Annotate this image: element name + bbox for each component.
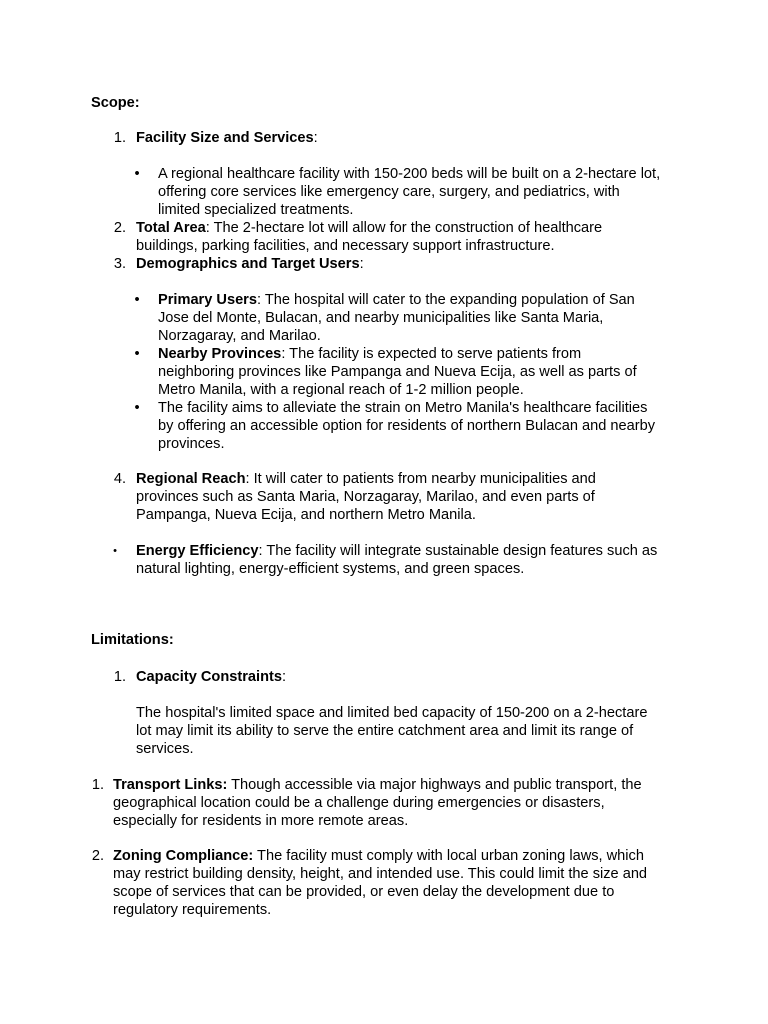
item-title: Demographics and Target Users [136, 256, 360, 272]
bullet-alleviate-strain [158, 399, 655, 453]
text-line: buildings, parking facilities, and necessary support infrastructure. [136, 238, 555, 254]
scope-heading: Scope: [91, 95, 140, 111]
bullet-title: Energy Efficiency [136, 543, 259, 559]
bullet-title: Primary Users [158, 292, 257, 308]
text-line: Pampanga, Nueva Ecija, and northern Metro Manila. [136, 507, 476, 523]
text-line: scope of services that can be provided, or even delay the development due to [113, 884, 615, 900]
capacity-paragraph [136, 704, 647, 758]
bullet-title: Nearby Provinces [158, 346, 282, 362]
item-title: Transport Links: [113, 777, 228, 793]
text-line: provinces such as Santa Maria, Norzagaray, Marilao, and even parts of [136, 489, 595, 505]
text-line: natural lighting, energy-efficient systems, and green spaces. [136, 561, 525, 577]
list-item-total-area [136, 219, 602, 255]
limitations-heading: Limitations: [91, 632, 174, 648]
item-suffix: : [313, 130, 318, 146]
list-number: 1. [113, 130, 126, 146]
text-line: offering core services like emergency care, surgery, and pediatrics, with [158, 184, 620, 200]
item-suffix: : [359, 256, 364, 272]
bullet-energy-efficiency [136, 542, 657, 578]
list-item-transport-links [113, 776, 642, 830]
text-line: Norzagaray, and Marilao. [158, 328, 321, 344]
text-line: especially for residents in more remote areas. [113, 813, 409, 829]
list-number: 2. [113, 220, 126, 236]
text-line: may restrict building density, height, and intended use. This could limit the size and [113, 866, 648, 882]
text-line: services. [136, 741, 194, 757]
bullet-icon: • [134, 166, 140, 182]
bullet-nearby-provinces [158, 345, 637, 399]
text-line: Jose del Monte, Bulacan, and nearby municipalities like Santa Maria, [158, 310, 604, 326]
text-line: The hospital's limited space and limited bed capacity of 150-200 on a 2-hectare [136, 705, 648, 721]
bullet-icon: • [134, 346, 140, 362]
text-line: by offering an accessible option for residents of northern Bulacan and nearby [158, 418, 656, 434]
text-line: The facility must comply with local urban zoning laws, which [253, 848, 644, 864]
list-number: 1. [113, 669, 126, 685]
bullet-icon: • [134, 292, 140, 308]
item-title: Total Area [136, 220, 206, 236]
bullet-icon: • [134, 400, 140, 416]
text-line: : The 2-hectare lot will allow for the construction of healthcare [205, 220, 603, 236]
text-line: neighboring provinces like Pampanga and Nueva Ecija, as well as parts of [158, 364, 637, 380]
item-title: Facility Size and Services [136, 130, 314, 146]
list-item-facility-size [136, 129, 318, 147]
text-line: provinces. [158, 436, 225, 452]
bullet-icon: • [113, 545, 117, 557]
text-line: : The facility is expected to serve patients from [281, 346, 582, 362]
item-suffix: : [281, 669, 287, 685]
list-item-regional-reach [136, 470, 596, 524]
text-line: Metro Manila, with a regional reach of 1-2 million people. [158, 382, 524, 398]
list-item-capacity-constraints [136, 668, 286, 686]
text-line: geographical location could be a challenge during emergencies or disasters, [113, 795, 605, 811]
text-line: regulatory requirements. [113, 902, 272, 918]
text-line: : It will cater to patients from nearby municipalities and [245, 471, 596, 487]
text-line: : The facility will integrate sustainable design features such as [258, 543, 658, 559]
list-number: 4. [113, 471, 126, 487]
text-line: lot may limit its ability to serve the entire catchment area and limit its range of [136, 723, 634, 739]
bullet-facility-description [158, 165, 660, 219]
list-number: 1. [91, 777, 104, 793]
text-line: : The hospital will cater to the expanding population of San [256, 292, 635, 308]
list-item-demographics [136, 255, 364, 273]
list-number: 2. [91, 848, 104, 864]
text-line: A regional healthcare facility with 150-200 beds will be built on a 2-hectare lot, [158, 166, 661, 182]
text-line: Though accessible via major highways and public transport, the [227, 777, 642, 793]
bullet-primary-users [158, 291, 635, 345]
text-line: The facility aims to alleviate the strain on Metro Manila's healthcare facilities [158, 400, 648, 416]
list-number: 3. [113, 256, 126, 272]
item-title: Capacity Constraints [136, 669, 282, 685]
text-line: limited specialized treatments. [158, 202, 354, 218]
list-item-zoning-compliance [113, 847, 647, 919]
item-title: Zoning Compliance: [113, 848, 254, 864]
item-title: Regional Reach [136, 471, 246, 487]
